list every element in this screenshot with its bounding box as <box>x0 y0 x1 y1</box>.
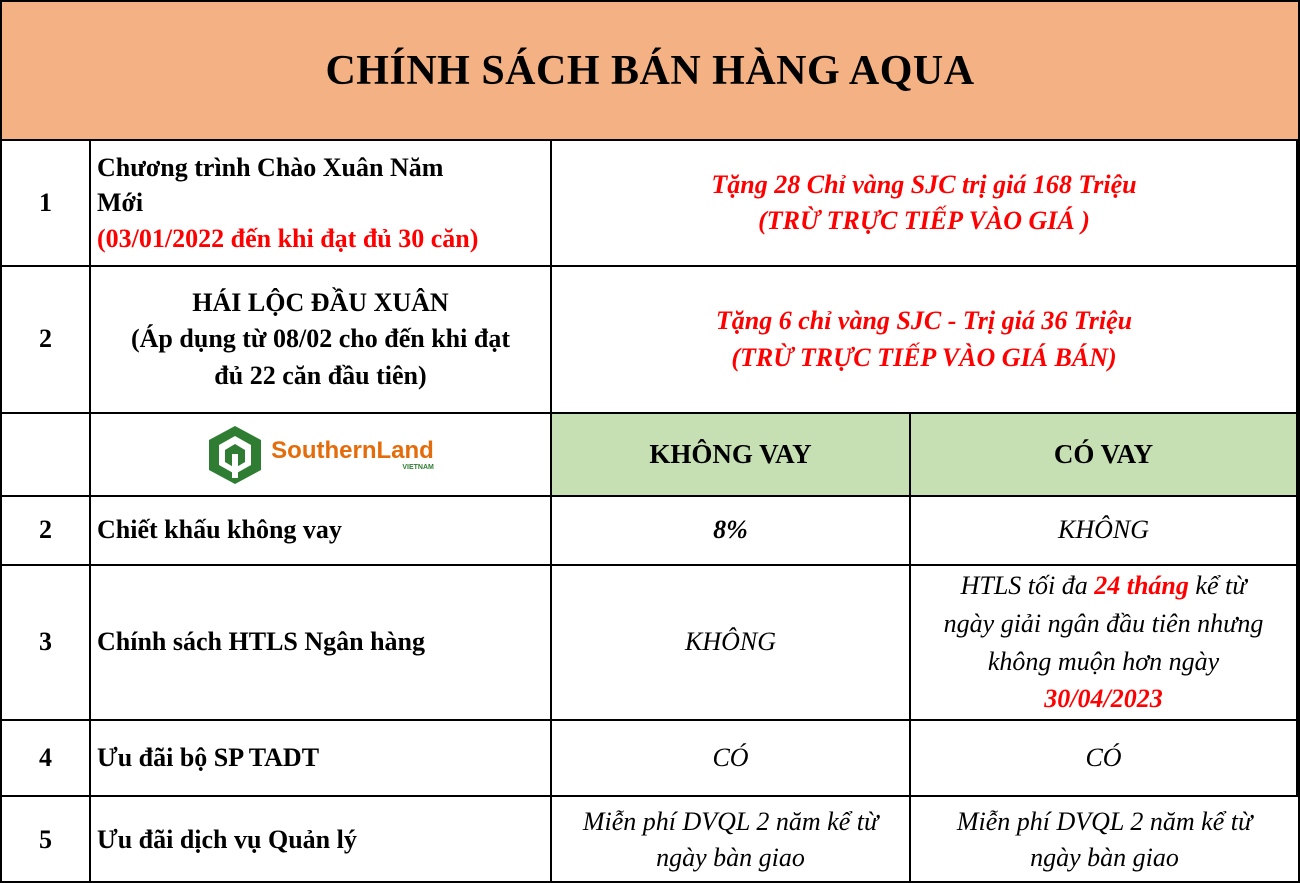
row-number: 2 <box>2 267 91 414</box>
loan-text-post: kể từ <box>1188 571 1247 601</box>
program-label <box>91 267 552 414</box>
program-offer <box>552 141 1298 267</box>
table-title: CHÍNH SÁCH BÁN HÀNG AQUA <box>2 2 1298 141</box>
program-name-line1: HÁI LỘC ĐẦU XUÂN <box>192 287 449 317</box>
value-line2: ngày bàn giao <box>1030 843 1179 872</box>
program-name-line2: Mới <box>97 188 144 218</box>
empty-cell <box>2 414 91 497</box>
offer-line2: (TRỪ TRỰC TIẾP VÀO GIÁ ) <box>758 206 1090 235</box>
column-header-no-loan: KHÔNG VAY <box>552 414 911 497</box>
program-name-line2: (Áp dụng từ 08/02 cho đến khi đạt <box>131 324 510 354</box>
loan-value: KHÔNG <box>911 497 1298 566</box>
no-loan-value <box>552 797 911 883</box>
program-period: (03/01/2022 đến khi đạt đủ 30 căn) <box>97 223 479 253</box>
program-name-line1: Chương trình Chào Xuân Năm <box>97 153 444 183</box>
loan-value: CÓ <box>911 721 1298 797</box>
loan-value <box>911 566 1298 721</box>
offer-line1: Tặng 28 Chỉ vàng SJC trị giá 168 Triệu <box>711 169 1137 199</box>
row-number: 3 <box>2 566 91 721</box>
no-loan-value: KHÔNG <box>552 566 911 721</box>
program-label <box>91 141 552 267</box>
logo-sub: VIETNAM <box>402 463 434 471</box>
logo-name: SouthernLand <box>271 436 434 464</box>
southernland-logo <box>207 424 434 486</box>
no-loan-value: CÓ <box>552 721 911 797</box>
loan-line3: không muộn hơn ngày <box>987 646 1220 676</box>
column-header-loan: CÓ VAY <box>911 414 1298 497</box>
loan-deadline-date: 30/04/2023 <box>1044 684 1163 714</box>
southernland-logo-icon <box>207 424 263 486</box>
loan-value <box>911 797 1298 883</box>
policy-label: Ưu đãi bộ SP TADT <box>91 721 552 797</box>
row-number: 5 <box>2 797 91 883</box>
value-line1: Miễn phí DVQL 2 năm kể từ <box>582 806 879 836</box>
value-line1: Miễn phí DVQL 2 năm kể từ <box>956 806 1253 836</box>
logo-cell <box>91 414 552 497</box>
row-number: 4 <box>2 721 91 797</box>
row-number: 1 <box>2 141 91 267</box>
no-loan-value: 8% <box>552 497 911 566</box>
value-line2: ngày bàn giao <box>656 843 805 872</box>
program-offer <box>552 267 1298 414</box>
row-number: 2 <box>2 497 91 566</box>
loan-text-pre: HTLS tối đa <box>960 571 1095 601</box>
logo-wordmark <box>271 436 434 471</box>
loan-line2: ngày giải ngân đầu tiên nhưng <box>943 608 1264 638</box>
offer-line2: (TRỪ TRỰC TIẾP VÀO GIÁ BÁN) <box>731 342 1117 372</box>
loan-highlight-months: 24 tháng <box>1094 571 1189 601</box>
offer-line1: Tặng 6 chỉ vàng SJC - Trị giá 36 Triệu <box>715 306 1133 336</box>
policy-label: Chính sách HTLS Ngân hàng <box>91 566 552 721</box>
policy-label: Ưu đãi dịch vụ Quản lý <box>91 797 552 883</box>
program-name-line3: đủ 22 căn đầu tiên) <box>214 360 427 390</box>
loan-line1 <box>961 567 1247 605</box>
policy-label: Chiết khấu không vay <box>91 497 552 566</box>
